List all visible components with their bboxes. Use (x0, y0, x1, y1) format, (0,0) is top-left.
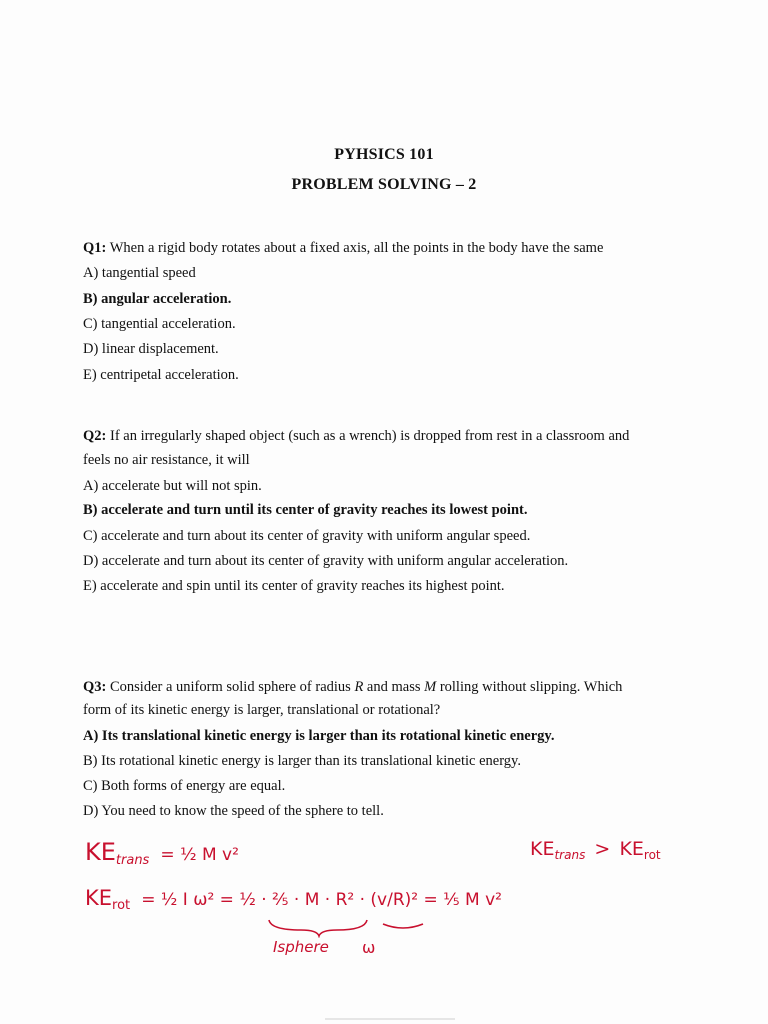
q2-stem-text: If an irregularly shaped object (such as a wrench) is dropped from rest in a classroom and (106, 428, 630, 444)
q1-option-e: E) centripetal acceleration. (83, 367, 239, 383)
q3-label: Q3: (83, 679, 107, 695)
q2-option-e: E) accelerate and spin until its center of gravity reaches its highest point. (83, 578, 505, 594)
q3-option-a-answer: A) Its translational kinetic energy is larger than its rotational kinetic energy. (83, 728, 555, 744)
q1-option-d: D) linear displacement. (83, 341, 219, 357)
underbrace-marks (265, 918, 445, 938)
q2-stem (83, 427, 629, 445)
hw-rot-subscript-2: rot (112, 898, 131, 914)
handwritten-ke-rot-equation (85, 886, 502, 913)
q3-option-d: D) You need to know the speed of the sphere to tell. (83, 803, 384, 819)
q1-stem-text: When a rigid body rotates about a fixed axis, all the points in the body have the same (106, 240, 604, 256)
q3-stem-part-a: Consider a uniform solid sphere of radius (106, 679, 355, 695)
hw-ke-trans-rhs: = ½ M v² (160, 845, 239, 865)
worksheet-title: PROBLEM SOLVING – 2 (291, 176, 477, 193)
course-title: PYHSICS 101 (334, 146, 434, 163)
hw-ke-symbol-2: KE (85, 886, 113, 910)
var-radius: R (354, 679, 364, 695)
var-mass: M (424, 679, 437, 695)
q3-option-c: C) Both forms of energy are equal. (83, 778, 286, 794)
q1-option-a: A) tangential speed (83, 265, 196, 281)
q1-option-c: C) tangential acceleration. (83, 316, 236, 332)
hw-ke-rot: KE (619, 838, 644, 860)
q2-option-d: D) accelerate and turn about its center of gravity with uniform angular acceleration. (83, 553, 569, 569)
hw-trans-subscript-2: trans (554, 848, 586, 863)
handwritten-ke-trans-equation (85, 838, 239, 868)
hw-rot-subscript: rot (643, 848, 661, 863)
hw-ke-rot-rhs: = ½ I ω² = ½ · ⅖ · M · R² · (v/R)² = ⅕ M v² (141, 890, 502, 910)
q2-stem-line2: feels no air resistance, it will (83, 452, 250, 468)
q2-option-b-answer: B) accelerate and turn until its center of gravity reaches its lowest point. (83, 502, 528, 518)
q2-option-a: A) accelerate but will not spin. (83, 478, 262, 494)
q1-stem (83, 239, 603, 257)
hw-omega-label: ω (362, 938, 376, 957)
q1-label: Q1: (83, 240, 107, 256)
hw-greater-than: > (594, 838, 611, 860)
q3-stem-part-b: and mass (363, 679, 425, 695)
hw-ke-symbol: KE (85, 838, 116, 866)
q1-option-b-answer: B) angular acceleration. (83, 291, 232, 307)
hw-i-sphere-label: Isphere (273, 938, 329, 956)
q3-stem-part-c: rolling without slipping. Which (436, 679, 623, 695)
q3-option-b: B) Its rotational kinetic energy is larger than its translational kinetic energy. (83, 753, 521, 769)
q3-stem-line2: form of its kinetic energy is larger, translational or rotational? (83, 702, 441, 718)
q2-label: Q2: (83, 428, 107, 444)
q2-option-c: C) accelerate and turn about its center of gravity with uniform angular speed. (83, 528, 531, 544)
handwritten-comparison (530, 838, 661, 862)
scan-edge-mark (325, 1018, 455, 1020)
q3-stem (83, 678, 622, 696)
hw-trans-subscript: trans (115, 853, 150, 869)
hw-ke-trans: KE (530, 838, 555, 860)
